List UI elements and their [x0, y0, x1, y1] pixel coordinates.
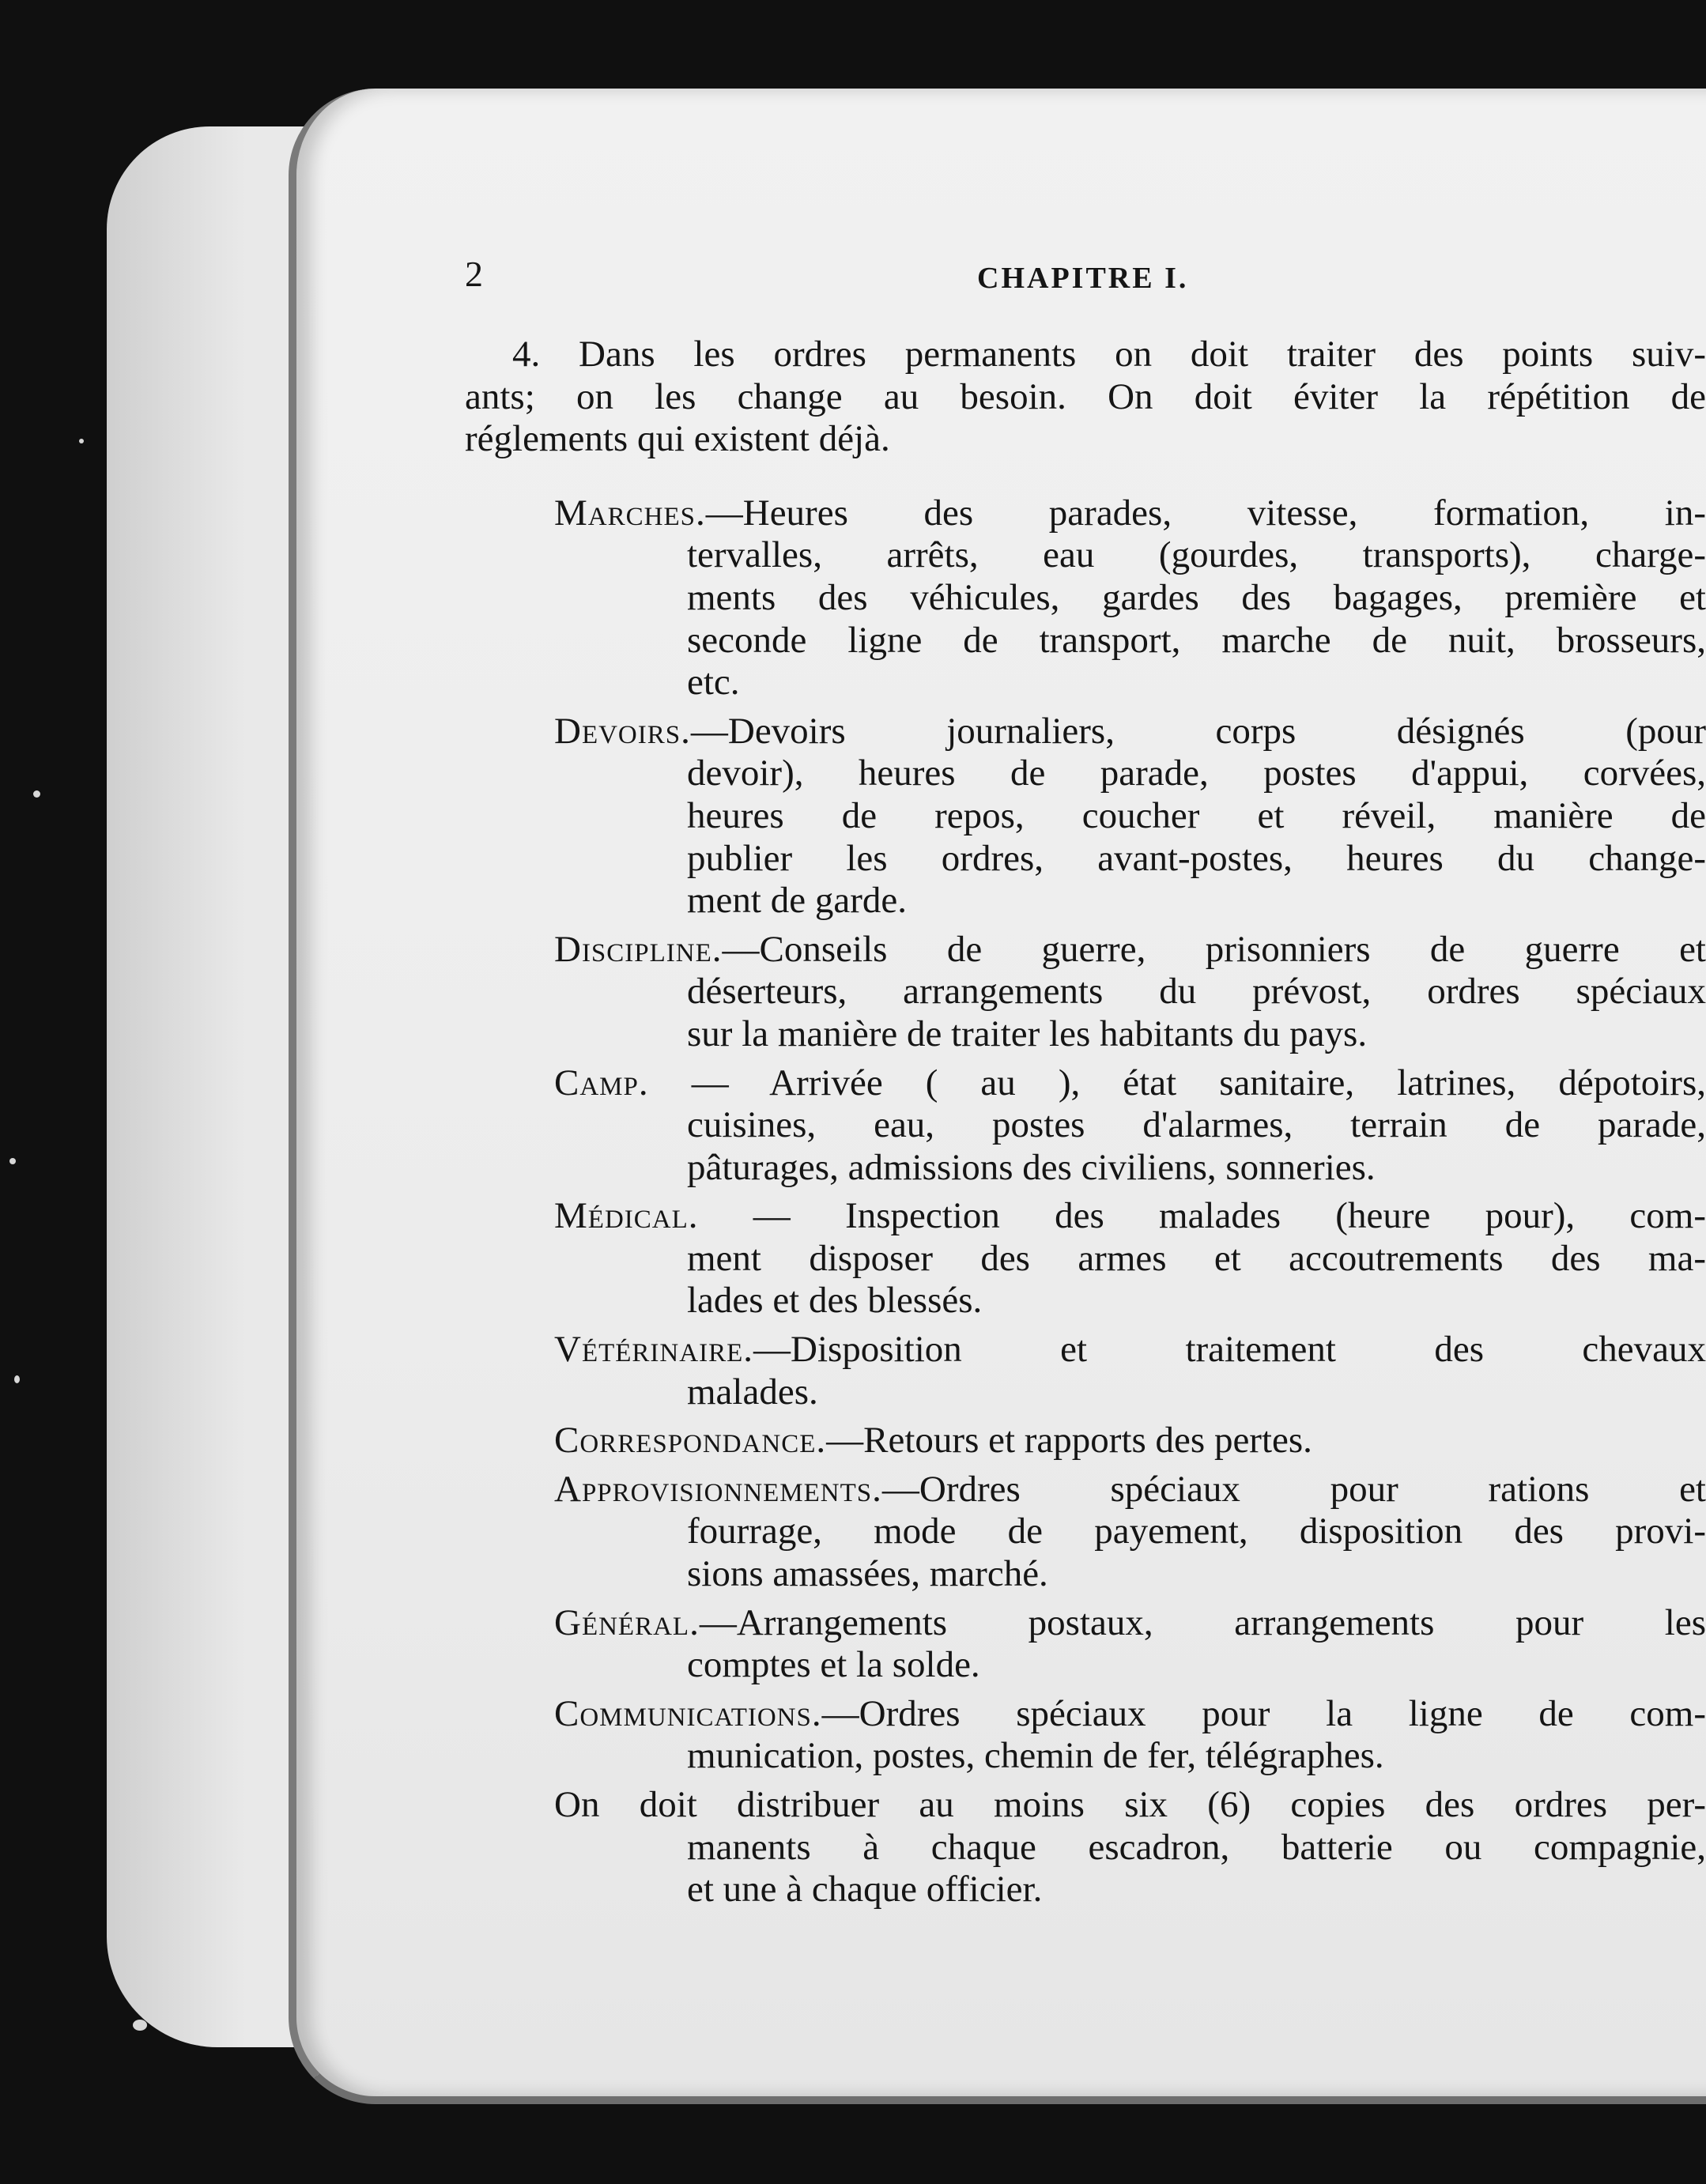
entry-text: devoir), heures de parade, postes d'appui, corvées, [687, 753, 1706, 794]
entry-line [554, 620, 1706, 662]
dust-speck [133, 2020, 147, 2031]
entry-text: fourrage, mode de payement, disposition des provi- [687, 1511, 1706, 1552]
entry-text: munication, postes, chemin de fer, télégraphes. [687, 1735, 1384, 1777]
entry-line [554, 1693, 1706, 1736]
order-topic-entry [554, 1329, 1706, 1413]
entry-line [554, 1827, 1706, 1869]
entry-text: On doit distribuer au moins six (6) copies des ordres per- [554, 1784, 1706, 1825]
entry-line [554, 753, 1706, 795]
order-topic-entry [554, 1195, 1706, 1322]
entry-line [554, 971, 1706, 1013]
entry-text: ment de garde. [687, 880, 907, 922]
order-topic-entry [554, 1469, 1706, 1596]
entry-text: etc. [687, 662, 740, 703]
entry-text: pâturages, admissions des civiliens, sonneries. [687, 1146, 1376, 1188]
entry-line [554, 1062, 1706, 1105]
entry-line [554, 492, 1706, 535]
entry-term: Approvisionnements. [554, 1468, 882, 1510]
entry-text: malades. [687, 1371, 818, 1413]
dust-speck [79, 439, 84, 443]
entry-text: ment disposer des armes et accoutrements des ma- [687, 1237, 1706, 1279]
entry-line [554, 795, 1706, 838]
order-topic-entry [554, 1784, 1706, 1911]
entry-text: cuisines, eau, postes d'alarmes, terrain de parade, [687, 1104, 1706, 1146]
entry-line [554, 711, 1706, 753]
entry-text: et une à chaque officier. [687, 1869, 1043, 1911]
order-topic-entry [554, 1693, 1706, 1778]
entry-text: ments des véhicules, gardes des bagages, première et [687, 576, 1706, 618]
entry-line [554, 1195, 1706, 1238]
running-header [465, 253, 1706, 300]
entry-line [554, 1869, 1706, 1911]
entry-term: Devoirs. [554, 710, 691, 752]
page-text [465, 253, 1706, 1918]
entry-line [554, 1553, 1706, 1596]
order-topics-list [465, 492, 1706, 1911]
entry-line [554, 838, 1706, 881]
entry-line [554, 1147, 1706, 1190]
entry-term: Vétérinaire. [554, 1329, 753, 1371]
entry-text: —Ordres spéciaux pour rations et [881, 1468, 1706, 1510]
entry-text: — Inspection des malades (heure pour), com- [698, 1195, 1706, 1237]
entry-term: Médical. [554, 1195, 699, 1237]
order-topic-entry [554, 1420, 1706, 1462]
entry-text: manents à chaque escadron, batterie ou compagnie, [687, 1826, 1706, 1868]
entry-term: Correspondance. [554, 1420, 827, 1462]
entry-line [554, 534, 1706, 577]
order-topic-entry [554, 1062, 1706, 1190]
entry-line [554, 1602, 1706, 1645]
entry-line [554, 1511, 1706, 1553]
order-topic-entry [554, 929, 1706, 1056]
entry-text: —Arrangements postaux, arrangements pour les [699, 1601, 1706, 1643]
entry-text: —Retours et rapports des pertes. [826, 1420, 1312, 1462]
entry-term: Général. [554, 1601, 700, 1643]
entry-line [554, 929, 1706, 971]
chapter-title: CHAPITRE I. [977, 262, 1189, 295]
dust-speck [33, 790, 40, 798]
entry-text: — Arrivée ( au ), état sanitaire, latrines, dépotoirs, [648, 1062, 1706, 1103]
entry-line [554, 1371, 1706, 1414]
entry-line [554, 1735, 1706, 1778]
entry-line [554, 577, 1706, 620]
entry-line [554, 1280, 1706, 1322]
order-topic-entry [554, 492, 1706, 704]
entry-text: —Conseils de guerre, prisonniers de guerre et [722, 928, 1706, 970]
entry-line [554, 1013, 1706, 1056]
order-topic-entry [554, 711, 1706, 922]
entry-text: comptes et la solde. [687, 1644, 980, 1686]
entry-text: lades et des blessés. [687, 1280, 983, 1322]
entry-text: seconde ligne de transport, marche de nuit, brosseurs, [687, 619, 1706, 661]
entry-text: sions amassées, marché. [687, 1553, 1048, 1595]
entry-term: Communications. [554, 1692, 822, 1734]
entry-line [554, 1104, 1706, 1147]
entry-text: —Heures des parades, vitesse, formation, in- [705, 492, 1706, 534]
entry-line [554, 662, 1706, 704]
intro-line: 4. Dans les ordres permanents on doit traiter des points suiv- [512, 334, 1706, 375]
intro-line: ants; on les change au besoin. On doit éviter la répétition de [465, 375, 1706, 417]
entry-line [554, 1420, 1706, 1462]
entry-line [554, 1469, 1706, 1511]
entry-line [554, 1238, 1706, 1281]
entry-text: —Devoirs journaliers, corps désignés (pour [690, 710, 1706, 752]
entry-line [554, 1784, 1706, 1827]
intro-paragraph [465, 334, 1706, 461]
entry-term: Camp. [554, 1062, 649, 1103]
dust-speck [14, 1375, 20, 1383]
entry-text: déserteurs, arrangements du prévost, ordres spéciaux [687, 971, 1706, 1013]
entry-text: publier les ordres, avant-postes, heures du change- [687, 837, 1706, 879]
entry-line [554, 880, 1706, 922]
entry-term: Marches. [554, 492, 706, 534]
intro-line: réglements qui existent déjà. [465, 418, 890, 460]
entry-text: heures de repos, coucher et réveil, manière de [687, 794, 1706, 836]
entry-line [554, 1644, 1706, 1687]
dust-speck [9, 1158, 16, 1164]
entry-text: —Ordres spéciaux pour la ligne de com- [821, 1692, 1706, 1734]
entry-term: Discipline. [554, 928, 723, 970]
entry-text: sur la manière de traiter les habitants du pays. [687, 1013, 1368, 1054]
entry-text: tervalles, arrêts, eau (gourdes, transports), charge- [687, 534, 1706, 576]
entry-text: —Disposition et traitement des chevaux [753, 1329, 1706, 1371]
order-topic-entry [554, 1602, 1706, 1687]
page-number: 2 [465, 254, 485, 294]
entry-line [554, 1329, 1706, 1371]
